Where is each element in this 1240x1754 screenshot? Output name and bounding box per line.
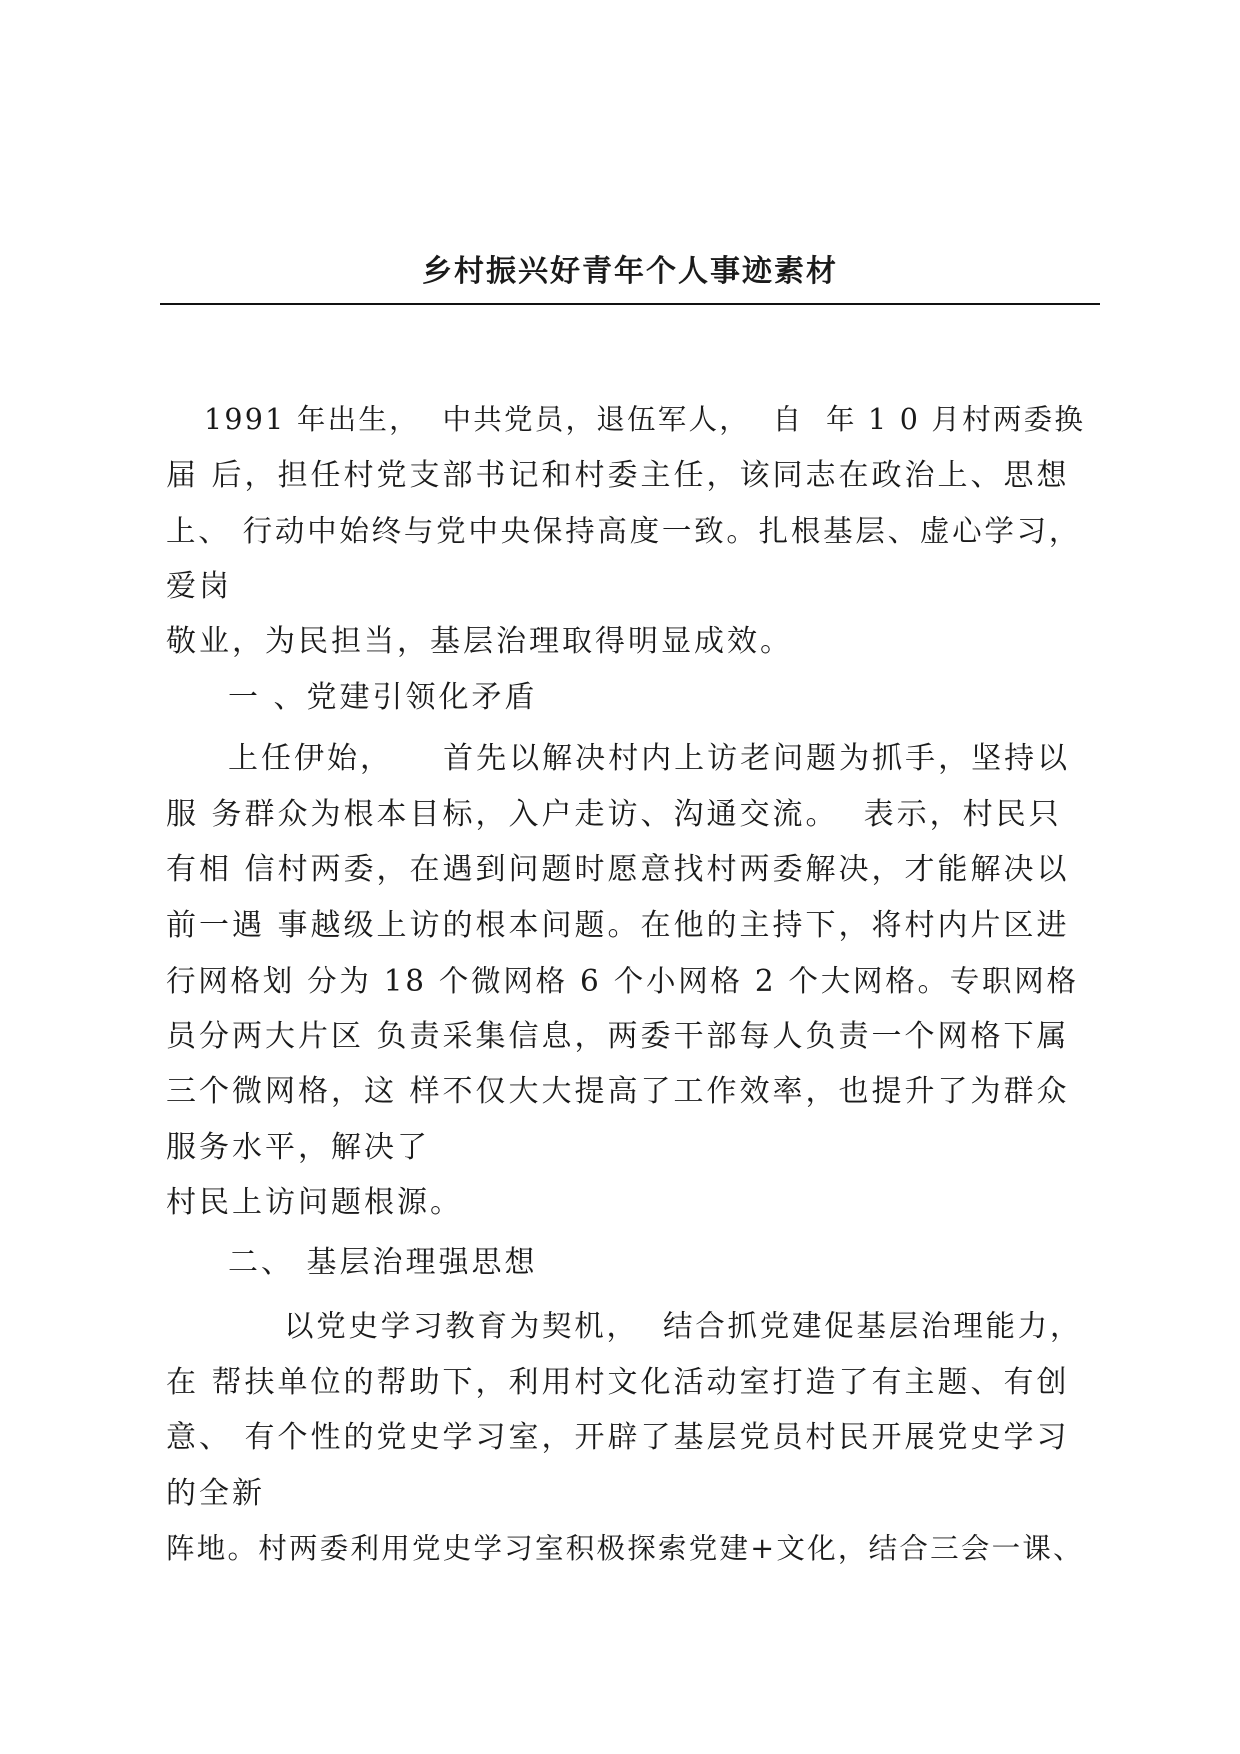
body-line: 服 务群众为根本目标，入户走访、沟通交流。 表示，村民只 [166, 797, 1062, 832]
body-line: 员分两大片区 负责采集信息，两委干部每人负责一个网格下属 [166, 1019, 1070, 1054]
body-line: 上任伊始， 首先以解决村内上访老问题为抓手，坚持以 [228, 741, 1071, 776]
title-underline [160, 303, 1100, 305]
body-line: 村民上访问题根源。 [166, 1185, 463, 1220]
body-line: 前一遇 事越级上访的根本问题。在他的主持下，将村内片区进 [166, 908, 1070, 943]
document-title: 乡村振兴好青年个人事迹素材 [422, 254, 838, 289]
body-line: 有相 信村两委，在遇到问题时愿意找村两委解决，才能解决以 [166, 852, 1070, 887]
body-line: 上、 行动中始终与党中央保持高度一致。扎根基层、虚心学习， [166, 514, 1082, 548]
body-line: 的全新 [166, 1476, 265, 1511]
body-line: 1991 年出生， 中共党员，退伍军人， 自 年 1 0 月村两委换 [204, 403, 1086, 436]
body-line: 爱岗 [166, 569, 232, 604]
body-line: 三个微网格，这 样不仅大大提高了工作效率，也提升了为群众 [166, 1074, 1070, 1109]
section-heading: 一 、党建引领化矛盾 [228, 680, 538, 715]
body-line: 以党史学习教育为契机， 结合抓党建促基层治理能力， [284, 1309, 1083, 1343]
body-line: 行网格划 分为 18 个微网格 6 个小网格 2 个大网格。专职网格 [166, 964, 1079, 998]
body-line: 意、 有个性的党史学习室，开辟了基层党员村民开展党史学习 [166, 1420, 1070, 1455]
body-line: 届 后，担任村党支部书记和村委主任，该同志在政治上、思想 [166, 458, 1070, 493]
body-line: 敬业，为民担当，基层治理取得明显成效。 [166, 624, 793, 659]
body-line: 阵地。村两委利用党史学习室积极探索党建+文化，结合三会一课、 [166, 1532, 1084, 1565]
body-line: 在 帮扶单位的帮助下，利用村文化活动室打造了有主题、有创 [166, 1365, 1070, 1400]
section-heading: 二、 基层治理强思想 [228, 1245, 538, 1280]
body-line: 服务水平，解决了 [166, 1130, 430, 1165]
